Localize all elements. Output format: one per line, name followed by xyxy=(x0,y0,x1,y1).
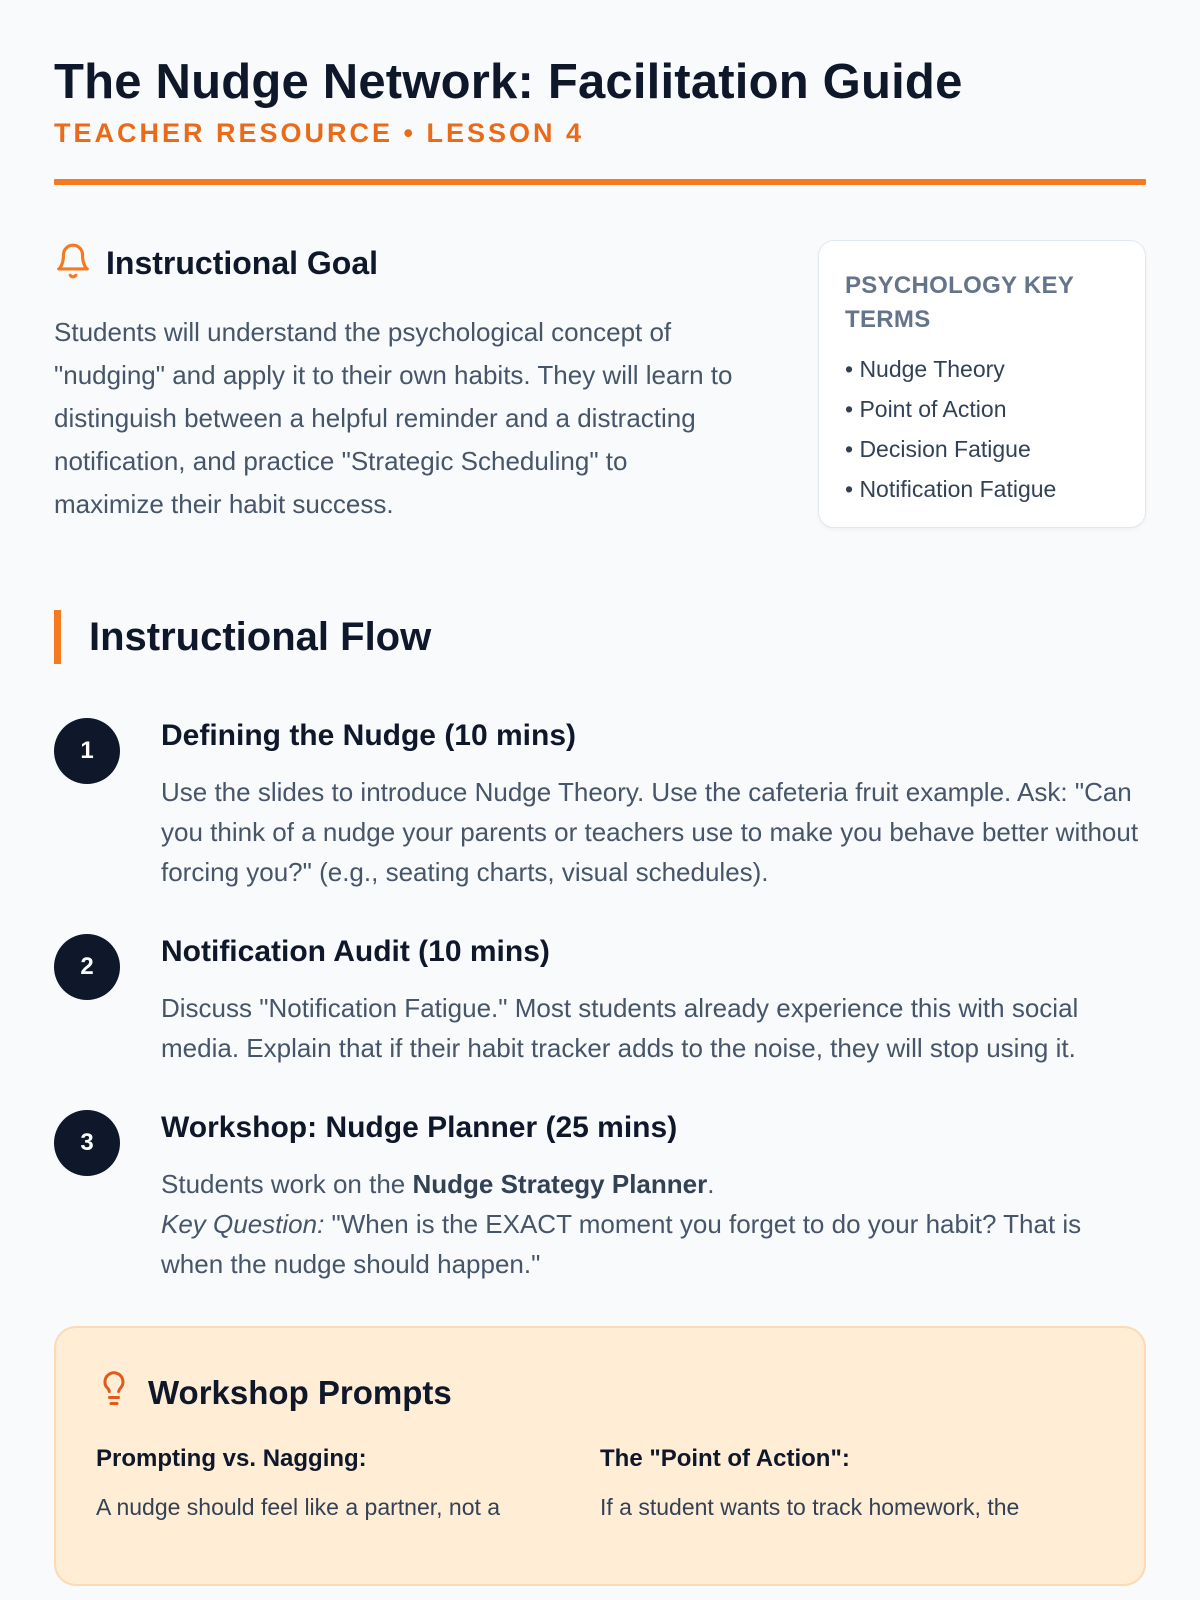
prompt-title: The "Point of Action": xyxy=(600,1445,850,1473)
page-subtitle: TEACHER RESOURCE • LESSON 4 xyxy=(54,118,585,149)
step-text: Use the slides to introduce Nudge Theory. Use the cafeteria fruit example. Ask: "Can you think of a nudge your parents or teachers use to make you behave better without forcing you?" (e.g., seating charts, visual schedules). xyxy=(161,777,1139,888)
key-term-item: • Point of Action xyxy=(845,396,1007,423)
key-question-label: Key Question: xyxy=(161,1209,325,1240)
goal-heading xyxy=(54,242,744,285)
goal-block xyxy=(54,242,744,528)
step-title: Notification Audit (10 mins) xyxy=(161,935,550,969)
workshop-prompts-panel xyxy=(54,1326,1146,1586)
bell-icon xyxy=(54,242,92,285)
step-text-prefix: Students work on the xyxy=(161,1169,413,1200)
step-text: Discuss "Notification Fatigue." Most students already experience this with social media. Explain that if their habit tracker adds to the noise, they will stop using it. xyxy=(161,993,1079,1064)
key-term-item: • Decision Fatigue xyxy=(845,436,1031,463)
prompts-heading xyxy=(96,1370,1104,1415)
step-number-badge: 2 xyxy=(54,934,120,1000)
flow-title: Instructional Flow xyxy=(89,614,432,659)
goal-text: Students will understand the psychological concept of "nudging" and apply it to their own habits. They will learn to distinguish between a helpful reminder and a distracting notification, and practice "Strategic Scheduling" to maximize their habit success. xyxy=(54,317,733,520)
key-terms-title: PSYCHOLOGY KEY TERMS xyxy=(845,272,1074,334)
step-title: Workshop: Nudge Planner (25 mins) xyxy=(161,1111,678,1145)
step-item xyxy=(54,716,1146,892)
goal-title: Instructional Goal xyxy=(106,245,379,282)
prompt-column xyxy=(600,1443,1104,1525)
step-item xyxy=(54,932,1146,1068)
prompts-columns xyxy=(96,1443,1104,1525)
step-text xyxy=(161,1164,1146,1284)
step-title: Defining the Nudge (10 mins) xyxy=(161,719,577,753)
key-terms-list xyxy=(845,349,1119,509)
prompts-title: Workshop Prompts xyxy=(148,1373,452,1411)
prompt-text: A nudge should feel like a partner, not a xyxy=(96,1494,501,1521)
step-body xyxy=(161,716,1146,892)
step-body xyxy=(161,932,1146,1068)
step-number-badge: 3 xyxy=(54,1110,120,1176)
key-terms-card xyxy=(818,240,1146,528)
prompt-column xyxy=(96,1443,600,1525)
prompt-text: If a student wants to track homework, the xyxy=(600,1494,1020,1521)
key-term-item: • Nudge Theory xyxy=(845,356,1005,383)
lightbulb-icon xyxy=(96,1370,132,1415)
header-divider xyxy=(54,179,1146,185)
step-text-suffix: . xyxy=(707,1169,715,1200)
goal-section xyxy=(54,242,1146,528)
step-item xyxy=(54,1108,1146,1284)
page-title: The Nudge Network: Facilitation Guide xyxy=(54,55,963,109)
key-question-text: "When is the EXACT moment you forget to do your habit? That is when the nudge should happen." xyxy=(161,1209,1082,1280)
step-list xyxy=(54,716,1146,1284)
prompt-title: Prompting vs. Nagging: xyxy=(96,1445,367,1473)
step-number-badge: 1 xyxy=(54,718,120,784)
key-term-item: • Notification Fatigue xyxy=(845,476,1057,503)
step-body xyxy=(161,1108,1146,1284)
planner-name: Nudge Strategy Planner xyxy=(412,1169,708,1200)
flow-heading xyxy=(54,610,1146,664)
